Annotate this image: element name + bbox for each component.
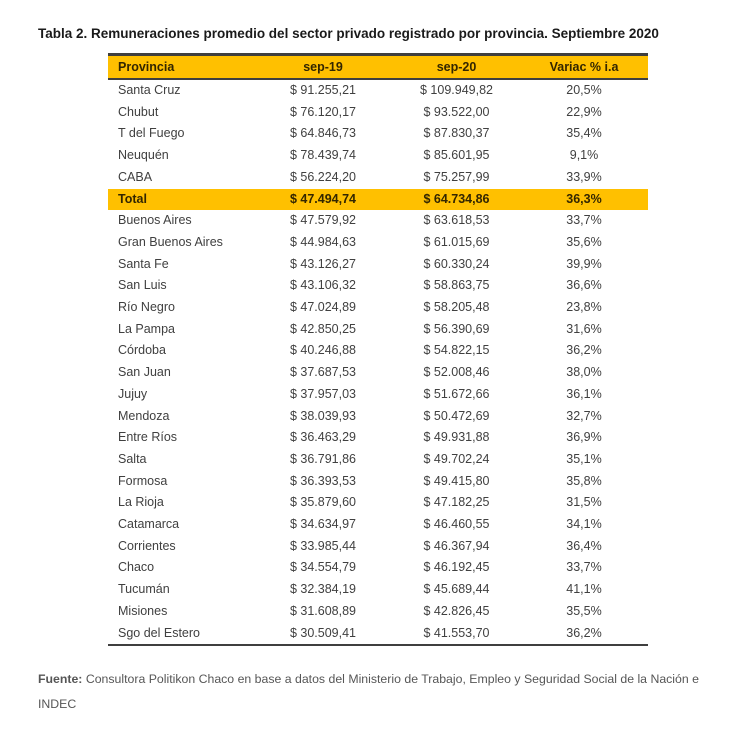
table-body	[108, 79, 648, 645]
cell-sep19: $ 36.791,86	[289, 451, 357, 466]
table-header	[108, 55, 648, 80]
table-row	[108, 145, 648, 167]
cell-sep20: $ 58.863,75	[423, 278, 490, 293]
header-row	[108, 55, 648, 80]
cell-variac: 20,5%	[566, 83, 602, 97]
cell-sep20: $ 93.522,00	[423, 104, 490, 119]
cell-sep19: $ 38.039,93	[289, 408, 357, 423]
table-row	[108, 449, 648, 471]
cell-sep20: $ 49.702,24	[423, 451, 490, 466]
cell-sep20: $ 47.182,25	[423, 495, 490, 510]
cell-sep19: $ 30.509,41	[253, 623, 393, 646]
cell-provincia: San Juan	[118, 365, 171, 380]
cell-sep20: $ 64.734,86	[393, 189, 520, 211]
cell-provincia: Sgo del Estero	[108, 623, 253, 646]
table-row	[108, 362, 648, 384]
cell-sep20: $ 41.553,70	[393, 623, 520, 646]
table-row	[108, 471, 648, 493]
cell-variac: 36,4%	[566, 538, 602, 553]
cell-sep20: $ 46.192,45	[423, 560, 490, 575]
cell-sep20: $ 52.008,46	[423, 365, 490, 380]
table-row	[108, 536, 648, 558]
cell-provincia: Chubut	[118, 104, 159, 119]
table-row	[108, 319, 648, 341]
cell-sep19: $ 47.024,89	[289, 300, 357, 315]
cell-variac: 22,9%	[566, 104, 602, 119]
cell-variac: 31,6%	[566, 321, 602, 336]
cell-variac: 38,0%	[566, 365, 602, 380]
source-note	[38, 667, 734, 717]
cell-sep20: $ 49.415,80	[423, 473, 490, 488]
cell-variac: 34,1%	[566, 517, 602, 532]
cell-provincia: T del Fuego	[118, 126, 185, 141]
cell-provincia: La Pampa	[118, 321, 175, 336]
cell-provincia: Formosa	[118, 473, 168, 488]
table-row	[108, 340, 648, 362]
cell-sep19: $ 32.384,19	[289, 582, 357, 597]
cell-variac: 36,6%	[566, 278, 602, 293]
table-row	[108, 514, 648, 536]
cell-variac: 41,1%	[566, 582, 602, 597]
cell-sep20: $ 56.390,69	[423, 321, 490, 336]
table-row	[108, 275, 648, 297]
cell-provincia: Chaco	[118, 560, 155, 575]
table-row	[108, 557, 648, 579]
cell-provincia: Catamarca	[118, 517, 180, 532]
cell-sep19: $ 40.246,88	[289, 343, 357, 358]
cell-sep20: $ 109.949,82	[420, 83, 493, 97]
cell-sep20: $ 50.472,69	[423, 408, 490, 423]
cell-sep20: $ 46.460,55	[423, 517, 490, 532]
table-row	[108, 297, 648, 319]
cell-provincia: Entre Ríos	[118, 430, 178, 445]
table-row	[108, 79, 648, 102]
cell-provincia: Corrientes	[118, 538, 176, 553]
cell-variac: 36,1%	[566, 386, 602, 401]
cell-sep20: $ 46.367,94	[423, 538, 490, 553]
cell-sep20: $ 49.931,88	[423, 430, 490, 445]
cell-provincia: Río Negro	[118, 300, 175, 315]
source-text: Consultora Politikon Chaco en base a datos del Ministerio de Trabajo, Empleo y Seguridad Social de la Nación e INDEC	[38, 672, 699, 711]
table-row	[108, 167, 648, 189]
cell-variac: 33,7%	[566, 213, 602, 228]
cell-variac: 39,9%	[566, 256, 602, 271]
cell-sep19: $ 44.984,63	[289, 234, 357, 249]
page-title: Tabla 2. Remuneraciones promedio del sector privado registrado por provincia. Septiembre 2020	[38, 26, 659, 41]
cell-provincia: Mendoza	[118, 408, 170, 423]
table-row	[108, 601, 648, 623]
table-row	[108, 123, 648, 145]
column-header-variac: Variac % i.a	[520, 55, 648, 80]
cell-sep19: $ 91.255,21	[289, 83, 357, 97]
table-row	[108, 232, 648, 254]
cell-provincia: San Luis	[118, 278, 167, 293]
cell-variac: 35,8%	[566, 473, 602, 488]
cell-sep19: $ 31.608,89	[289, 603, 357, 618]
cell-provincia: Total	[108, 189, 253, 211]
table-row	[108, 210, 648, 232]
cell-sep20: $ 42.826,45	[423, 603, 490, 618]
cell-sep20: $ 61.015,69	[423, 234, 490, 249]
cell-variac: 35,1%	[566, 451, 602, 466]
cell-sep19: $ 47.494,74	[253, 189, 393, 211]
cell-provincia: Córdoba	[118, 343, 166, 358]
column-header-sep-20: sep-20	[393, 55, 520, 80]
cell-variac: 31,5%	[566, 495, 602, 510]
table-row	[108, 384, 648, 406]
cell-variac: 36,2%	[520, 623, 648, 646]
cell-variac: 9,1%	[569, 148, 599, 163]
cell-sep19: $ 35.879,60	[289, 495, 357, 510]
cell-sep19: $ 37.957,03	[289, 386, 357, 401]
cell-sep20: $ 87.830,37	[423, 126, 490, 141]
column-header-sep-19: sep-19	[253, 55, 393, 80]
cell-variac: 35,6%	[566, 234, 602, 249]
cell-provincia: Santa Cruz	[118, 83, 181, 97]
cell-provincia: La Rioja	[118, 495, 164, 510]
cell-sep20: $ 63.618,53	[423, 213, 490, 228]
cell-sep19: $ 37.687,53	[289, 365, 357, 380]
cell-provincia: CABA	[118, 169, 153, 184]
cell-variac: 33,7%	[566, 560, 602, 575]
cell-sep20: $ 85.601,95	[423, 148, 490, 163]
cell-variac: 23,8%	[566, 300, 602, 315]
table-row	[108, 492, 648, 514]
cell-variac: 36,2%	[566, 343, 602, 358]
cell-variac: 33,9%	[566, 169, 602, 184]
cell-sep19: $ 76.120,17	[289, 104, 357, 119]
cell-sep20: $ 75.257,99	[423, 169, 490, 184]
cell-sep19: $ 43.106,32	[289, 278, 357, 293]
cell-sep19: $ 56.224,20	[289, 169, 357, 184]
cell-provincia: Santa Fe	[118, 256, 169, 271]
cell-variac: 32,7%	[566, 408, 602, 423]
cell-sep19: $ 34.554,79	[289, 560, 357, 575]
table-row	[108, 623, 648, 646]
cell-sep20: $ 45.689,44	[423, 582, 490, 597]
table-row	[108, 254, 648, 276]
source-label: Fuente:	[38, 672, 83, 686]
table-row	[108, 406, 648, 428]
cell-provincia: Gran Buenos Aires	[118, 234, 223, 249]
total-row	[108, 189, 648, 211]
cell-provincia: Jujuy	[118, 386, 148, 401]
table-row	[108, 102, 648, 124]
table-row	[108, 427, 648, 449]
cell-sep19: $ 47.579,92	[289, 213, 357, 228]
cell-provincia: Buenos Aires	[118, 213, 192, 228]
cell-provincia: Neuquén	[118, 148, 169, 163]
cell-provincia: Salta	[118, 451, 147, 466]
table-row	[108, 579, 648, 601]
cell-sep19: $ 64.846,73	[289, 126, 357, 141]
cell-sep19: $ 78.439,74	[289, 148, 357, 163]
cell-variac: 35,5%	[566, 603, 602, 618]
cell-variac: 35,4%	[566, 126, 602, 141]
cell-variac: 36,9%	[566, 430, 602, 445]
cell-sep19: $ 36.393,53	[289, 473, 357, 488]
cell-provincia: Misiones	[118, 603, 168, 618]
cell-sep19: $ 33.985,44	[289, 538, 357, 553]
cell-sep20: $ 51.672,66	[423, 386, 490, 401]
cell-sep19: $ 42.850,25	[289, 321, 357, 336]
cell-sep20: $ 58.205,48	[423, 300, 490, 315]
cell-sep20: $ 54.822,15	[423, 343, 490, 358]
cell-provincia: Tucumán	[118, 582, 170, 597]
cell-sep19: $ 34.634,97	[289, 517, 357, 532]
remuneraciones-table	[108, 53, 648, 646]
cell-sep20: $ 60.330,24	[423, 256, 490, 271]
cell-variac: 36,3%	[520, 189, 648, 211]
cell-sep19: $ 36.463,29	[289, 430, 357, 445]
cell-sep19: $ 43.126,27	[289, 256, 357, 271]
column-header-provincia: Provincia	[108, 55, 253, 80]
